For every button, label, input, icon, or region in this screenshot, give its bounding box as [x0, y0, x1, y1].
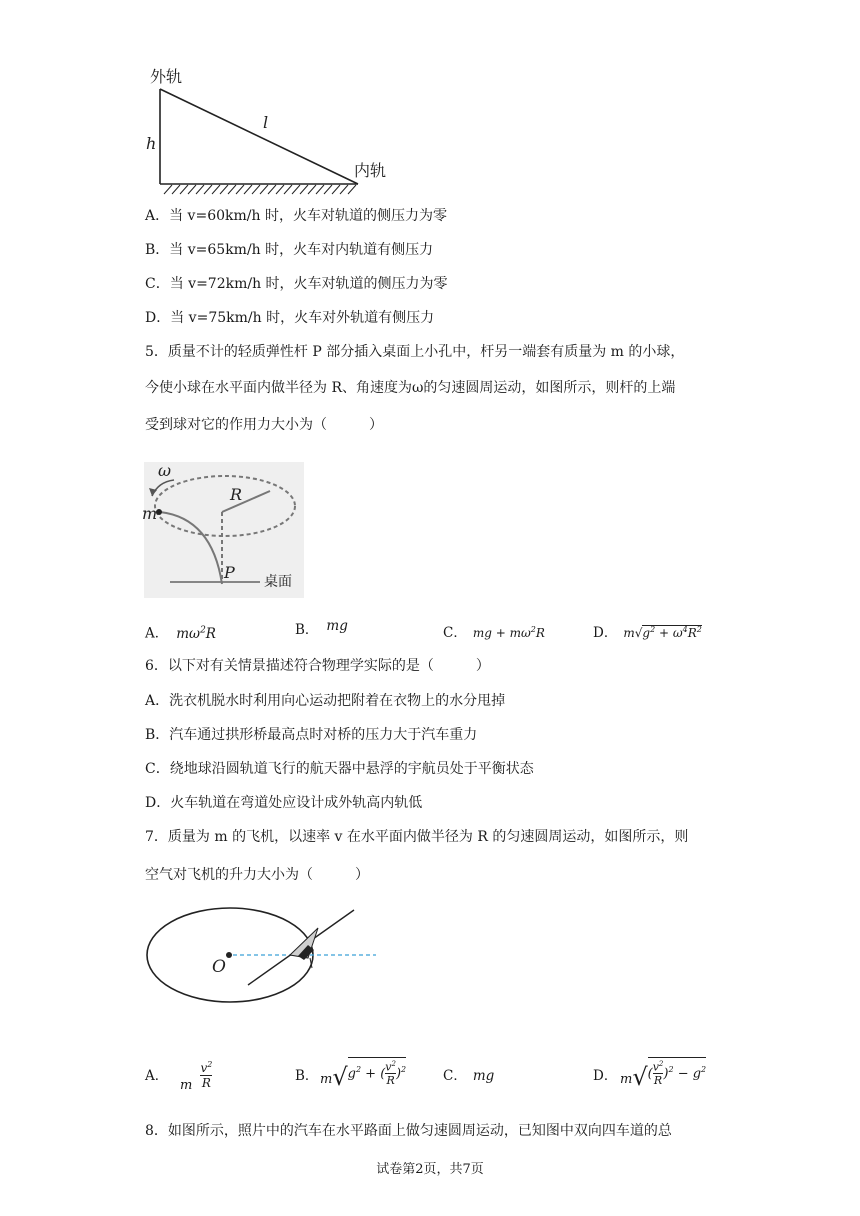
q7-stem-line1: 7．质量为 m 的飞机，以速率 v 在水平面内做半径为 R 的匀速圆周运动，如图所示，则 [145, 829, 689, 845]
q7-option-c-label: C． [443, 1068, 467, 1084]
q7-option-a [145, 1066, 168, 1086]
page-footer: 试卷第2页，共7页 [376, 1162, 484, 1177]
q5-option-b [295, 620, 348, 640]
table-label: 桌面 [264, 574, 292, 590]
q4-option-a: A．当 v=60km/h 时，火车对轨道的侧压力为零 [145, 208, 447, 224]
formula-7d: m√( $\frac{v^2}{R}$ )$^2 - g^2$ [620, 1055, 706, 1087]
q5-option-a [145, 620, 216, 644]
q6-option-d: D．火车轨道在弯道处应设计成外轨高内轨低 [145, 795, 423, 811]
q6-option-c: C．绕地球沿圆轨道飞行的航天器中悬浮的宇航员处于平衡状态 [145, 761, 534, 777]
formula-b: mg [326, 618, 348, 634]
q7-option-d [593, 1066, 617, 1086]
q7-option-a-label: A． [145, 1068, 169, 1084]
q4-option-c: C．当 v=72km/h 时，火车对轨道的侧压力为零 [145, 276, 448, 292]
h-label: h [146, 134, 157, 153]
q6-stem: 6．以下对有关情景描述符合物理学实际的是（ ） [145, 658, 490, 674]
track-figure [140, 62, 400, 202]
q7-option-d-label: D． [593, 1068, 618, 1084]
q5-option-c [443, 620, 545, 643]
formula-c: mg + $m\omega^2R$ [472, 625, 545, 640]
q6-option-b: B．汽车通过拱形桥最高点时对桥的压力大于汽车重力 [145, 727, 478, 743]
q5-stem-line1: 5．质量不计的轻质弹性杆 P 部分插入桌面上小孔中，杆另一端套有质量为 m 的小球， [145, 344, 685, 360]
formula-a: $m\omega^2R$ [176, 625, 216, 642]
q7-stem-line2: 空气对飞机的升力大小为（ ） [145, 867, 369, 883]
formula-7a: m $\frac{v^2}{R}$ [180, 1060, 213, 1093]
m-label: m [142, 504, 158, 523]
q4-option-d: D．当 v=75km/h 时，火车对外轨道有侧压力 [145, 310, 435, 326]
airplane-figure [140, 900, 390, 1010]
q5-stem-line3: 受到球对它的作用力大小为（ ） [145, 417, 383, 433]
omega-label: ω [158, 461, 172, 480]
q5-stem-line2: 今使小球在水平面内做半径为 R、角速度为ω的匀速圆周运动，如图所示，则杆的上端 [145, 380, 676, 396]
q5-option-d [593, 620, 702, 643]
q5-option-c-label: C． [443, 625, 467, 641]
q6-option-a: A．洗衣机脱水时利用向心运动把附着在衣物上的水分甩掉 [145, 693, 506, 709]
formula-7b: $m√g^2$ + ( $\frac{v^2}{R}$ )$^2$ [320, 1055, 406, 1087]
formula-7c: mg [472, 1068, 495, 1084]
inner-rail-label: 内轨 [354, 161, 387, 180]
rod-ball-figure [140, 458, 310, 600]
q5-option-d-label: D． [593, 625, 618, 641]
P-label: P [224, 563, 235, 582]
q7-option-c [443, 1066, 494, 1086]
q7-option-b [295, 1066, 318, 1086]
R-label: R [230, 485, 243, 504]
outer-rail-label: 外轨 [150, 67, 183, 86]
q5-option-b-label: B． [295, 622, 319, 638]
l-label: l [263, 113, 269, 132]
q4-option-b: B．当 v=65km/h 时，火车对内轨道有侧压力 [145, 242, 434, 258]
q5-option-a-label: A． [145, 625, 169, 642]
formula-d: $m√g^2 + \omega^4R^2$ [623, 625, 702, 640]
q7-option-b-label: B． [295, 1068, 319, 1084]
q8-stem-line1: 8．如图所示，照片中的汽车在水平路面上做匀速圆周运动，已知图中双向四车道的总 [145, 1123, 672, 1139]
O-label: O [212, 957, 226, 977]
